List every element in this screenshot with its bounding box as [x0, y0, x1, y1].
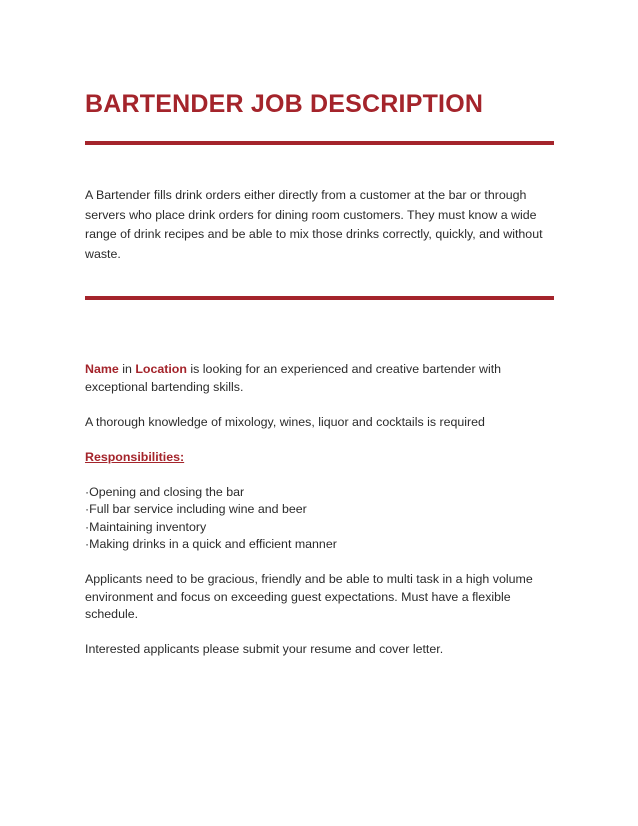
company-location: Location [135, 362, 187, 376]
intro-paragraph: A Bartender fills drink orders either directly from a customer at the bar or through servers who place drink orders for dining room customers. They must know a wide range of drink recipes and be able to mix those drinks correctly, quickly, and without waste. [85, 188, 543, 261]
job-body [85, 361, 550, 676]
title-divider [85, 141, 554, 145]
company-name: Name [85, 362, 119, 376]
page-title: BARTENDER JOB DESCRIPTION [85, 90, 484, 118]
closing-paragraph: Interested applicants please submit your resume and cover letter. [85, 642, 444, 656]
opening-in: in [122, 362, 132, 376]
list-item: ·Opening and closing the bar [85, 484, 245, 499]
applicants-paragraph: Applicants need to be gracious, friendly and be able to multi task in a high volume environment and focus on exceeding guest expectations. Must have a flexible schedule. [85, 572, 533, 621]
opening-text: is looking for an experienced and creative bartender with exceptional bartending skills. [85, 362, 502, 394]
responsibilities-list [85, 484, 550, 554]
knowledge-paragraph: A thorough knowledge of mixology, wines, liquor and cocktails is required [85, 414, 485, 429]
list-item: ·Making drinks in a quick and efficient manner [85, 537, 337, 551]
list-item: ·Maintaining inventory [85, 519, 207, 534]
section-divider [85, 296, 554, 300]
responsibilities-heading: Responsibilities: [85, 449, 185, 464]
opening-paragraph [85, 361, 550, 396]
list-item: ·Full bar service including wine and beer [85, 502, 307, 516]
